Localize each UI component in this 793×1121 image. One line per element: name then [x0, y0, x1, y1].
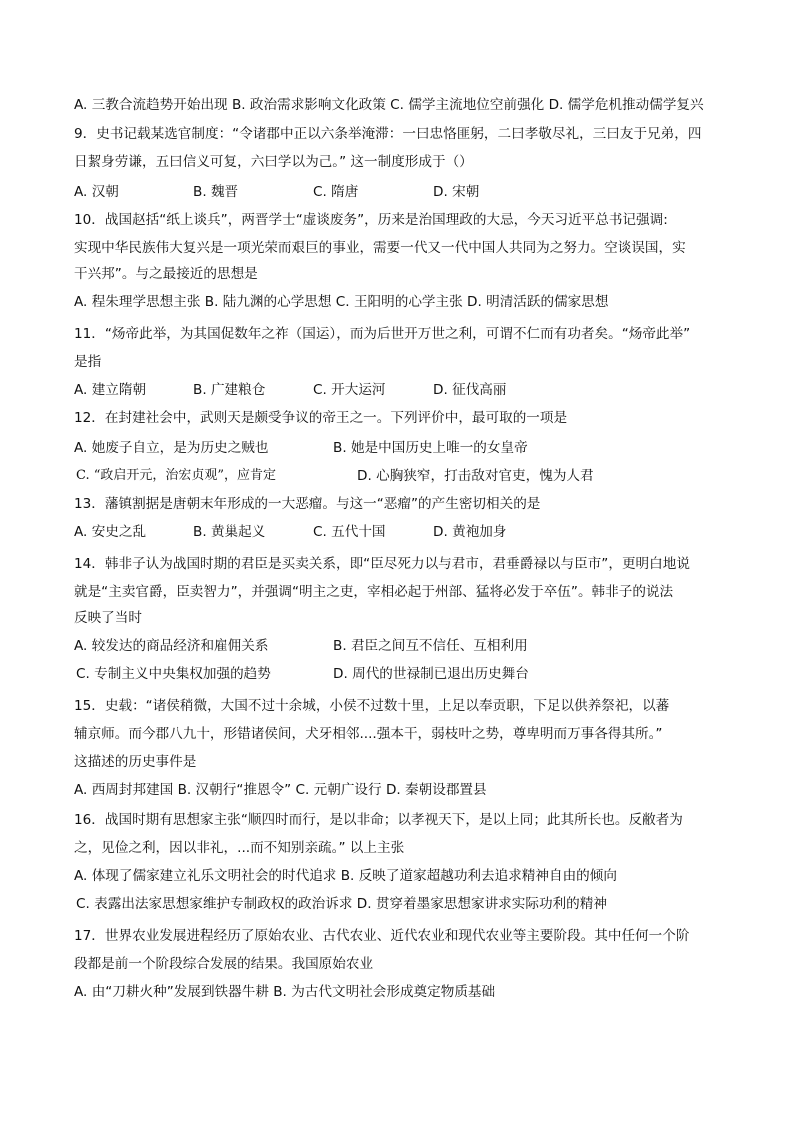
q13-option-a: A. 安史之乱 [74, 524, 147, 540]
q14-option-a: A. 较发达的商品经济和雇佣关系 [74, 638, 269, 654]
q14-stem-line-1: 14．韩非子认为战国时期的君臣是买卖关系，即“臣尽死力以与君市，君垂爵禄以与臣市”，更明白地说 [74, 556, 690, 572]
q15-options: A. 西周封邦建国 B. 汉朝行“推恩令” C. 元朝广设行 D. 秦朝设郡置县 [74, 782, 487, 798]
q8-options: A. 三教合流趋势开始出现 B. 政治需求影响文化政策 C. 儒学主流地位空前强化 D. 儒学危机推动儒学复兴 [74, 97, 704, 113]
q17-options-ab: A. 由“刀耕火种”发展到铁器牛耕 B. 为古代文明社会形成奠定物质基础 [74, 984, 496, 1000]
q16-stem-line-1: 16．战国时期有思想家主张“顺四时而行，是以非命；以孝视天下，是以上同；此其所长也。反敝者为 [74, 812, 683, 828]
q15-stem-line-3: 这描述的历史事件是 [74, 754, 197, 770]
q14-option-b: B. 君臣之间互不信任、互相利用 [333, 638, 528, 654]
q14-stem-line-3: 反映了当时 [74, 610, 142, 626]
q17-stem-line-2: 段都是前一个阶段综合发展的结果。我国原始农业 [74, 956, 374, 972]
q9-option-b: B. 魏晋 [193, 184, 239, 200]
q12-option-d: D. 心胸狭窄，打击敌对官吏，愧为人君 [357, 468, 594, 484]
q11-stem-line-2: 是指 [74, 354, 102, 370]
q15-stem-line-1: 15．史载：“诸侯稍微，大国不过十余城，小侯不过数十里，上足以奉贡职，下足以供养祭祀，以蕃 [74, 698, 670, 714]
q9-option-d: D. 宋朝 [433, 184, 480, 200]
q9-stem-line-2: 日絜身劳谦，五曰信义可复，六曰学以为己。” 这一制度形成于（） [74, 154, 473, 170]
q10-stem-line-2: 实现中华民族伟大复兴是一项光荣而艰巨的事业，需要一代又一代中国人共同为之努力。空谈误国，实 [74, 240, 686, 256]
q12-option-b: B. 她是中国历史上唯一的女皇帝 [333, 440, 528, 456]
q13-option-b: B. 黄巢起义 [193, 524, 266, 540]
q15-stem-line-2: 辅京师。而今郡八九十，形错诸侯间，犬牙相邻....强本干，弱枝叶之势，尊卑明而万事各得其所。” [74, 726, 663, 742]
q9-option-c: C. 隋唐 [313, 184, 359, 200]
q11-option-d: D. 征伐高丽 [433, 382, 507, 398]
q16-options-cd: C. 表露出法家思想家维护专制政权的政治诉求 D. 贯穿着墨家思想家讲求实际功利的精神 [76, 896, 607, 912]
q12-stem-line-1: 12．在封建社会中，武则天是颇受争议的帝王之一。下列评价中，最可取的一项是 [74, 410, 568, 426]
q16-stem-line-2: 之，见俭之利，因以非礼，...而不知别亲疏。” 以上主张 [74, 840, 405, 856]
q14-option-c: C. 专制主义中央集权加强的趋势 [76, 666, 271, 682]
q13-option-c: C. 五代十国 [313, 524, 386, 540]
q12-option-a: A. 她废子自立，是为历史之贼也 [74, 440, 269, 456]
q10-stem-line-3: 干兴邦”。与之最接近的思想是 [74, 266, 258, 282]
q11-option-a: A. 建立隋朝 [74, 382, 147, 398]
q10-options: A. 程朱理学思想主张 B. 陆九渊的心学思想 C. 王阳明的心学主张 D. 明清活跃的儒家思想 [74, 294, 609, 310]
q13-option-d: D. 黄袍加身 [433, 524, 507, 540]
q12-option-c: C. “政启开元，治宏贞观”，应肯定 [76, 468, 277, 483]
q16-options-ab: A. 体现了儒家建立礼乐文明社会的时代追求 B. 反映了道家超越功利去追求精神自由的倾向 [74, 868, 617, 884]
q17-stem-line-1: 17．世界农业发展进程经历了原始农业、古代农业、近代农业和现代农业等主要阶段。其中任何一个阶 [74, 928, 690, 944]
q14-stem-line-2: 就是“主卖官爵，臣卖智力”，并强调“明主之吏，宰相必起于州部、猛将必发于卒伍”。韩非子的说法 [74, 584, 674, 600]
q10-stem-line-1: 10．战国赵括“纸上谈兵”，两晋学士“虚谈废务”，历来是治国理政的大忌，今天习近平总书记强调: [74, 212, 668, 228]
q9-stem-line-1: 9．史书记载某选官制度：“令诸郡中正以六条举淹滞：一曰忠恪匪躬，二曰孝敬尽礼，三曰友于兄弟，四 [74, 126, 702, 142]
q11-stem-line-1: 11．“炀帝此举，为其国促数年之祚（国运），而为后世开万世之利，可谓不仁而有功者矣。“炀帝此举” [74, 326, 691, 342]
q9-option-a: A. 汉朝 [74, 184, 119, 200]
q11-option-c: C. 开大运河 [313, 382, 386, 398]
q14-option-d: D. 周代的世禄制已退出历史舞台 [333, 666, 529, 682]
q13-stem-line-1: 13．藩镇割据是唐朝末年形成的一大恶瘤。与这一“恶瘤”的产生密切相关的是 [74, 496, 541, 512]
q11-option-b: B. 广建粮仓 [193, 382, 266, 398]
